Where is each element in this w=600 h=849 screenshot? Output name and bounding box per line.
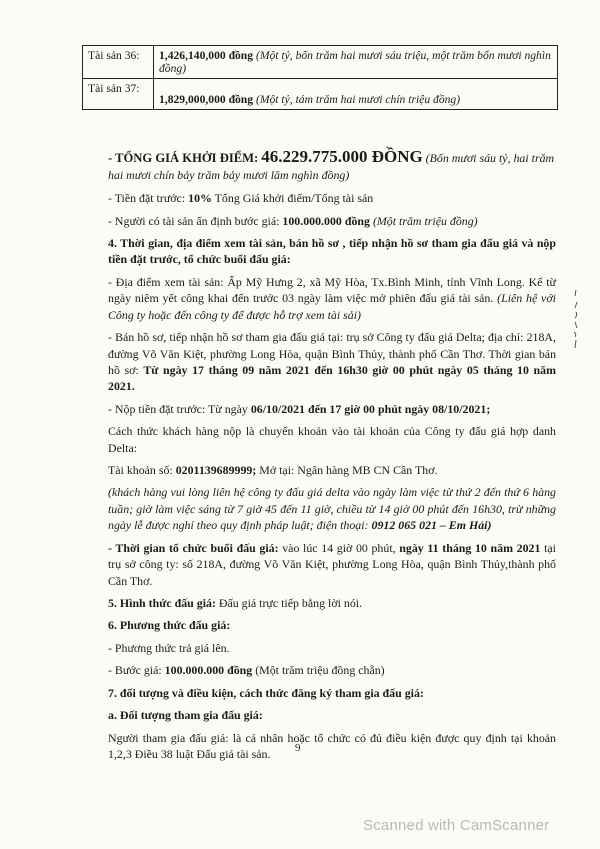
section-5-heading: 5. Hình thức đấu giá:: [108, 596, 216, 610]
dossier-sale-time: Từ ngày 17 tháng 09 năm 2021 đến 16h30 giờ 00 phút ngày 05 tháng 10 năm 2021.: [108, 362, 556, 394]
contact-phone: 0912 065 021 – Em Hải): [371, 518, 492, 533]
section-7-heading: 7. đối tượng và điều kiện, cách thức đăng ký tham gia đấu giá:: [108, 685, 424, 700]
total-amount: 46.229.775.000 ĐỒNG: [261, 147, 423, 166]
auction-time-hour: vào lúc 14 giờ 00 phút,: [282, 540, 396, 555]
bid-step-line: [108, 213, 556, 229]
section-5-text: Đấu giá trực tiếp bằng lời nói.: [218, 596, 363, 610]
bid-step-paragraph: [108, 662, 556, 678]
asset-amount: 1,426,140,000 đồng: [159, 49, 254, 62]
asset-label: Tài sản 36:: [83, 46, 154, 79]
page-number: 9: [295, 742, 301, 754]
deposit-rate-line: [108, 190, 556, 206]
section-6-heading: 6. Phương thức đấu giá:: [108, 618, 231, 633]
bid-step-note: (Một trăm triệu đồng): [372, 213, 478, 228]
view-location-text: - Địa điểm xem tài sản: Ấp Mỹ Hưng 2, xã Mỹ Hòa, Tx.Bình Minh, tỉnh Vĩnh Long. Kể từ ngày niêm yết công khai đến trước 03 ngày làm việc mở phiên đấu giá tài sản.: [108, 274, 556, 306]
asset-value-cell: [154, 46, 558, 79]
dossier-sale-time-prefix: Thời gian bán hồ sơ:: [108, 346, 557, 377]
view-location-paragraph: [108, 274, 556, 323]
step-value: 100.000.000 đồng: [164, 663, 253, 678]
auction-method-line: - Phương thức trả giá lên.: [108, 640, 230, 655]
asset-amount-words: (Một tỷ, bốn trăm hai mươi sáu triệu, một trăm bốn mươi nghìn đồng): [159, 49, 551, 75]
dossier-sale-place: - Bán hồ sơ, tiếp nhận hồ sơ tham gia đấu giá tại: trụ sở Công ty đấu giá Delta; địa chỉ: 218A, đường Võ Văn Kiệt, phường Long Hòa, quận Bình Thủy, thành phố Cần Thơ.: [108, 330, 556, 361]
deposit-rate-prefix: - Tiền đặt trước:: [108, 191, 186, 206]
total-label: - TỔNG GIÁ KHỞI ĐIỂM:: [108, 151, 259, 165]
dossier-sale-paragraph: [108, 329, 556, 395]
auction-time-paragraph: [108, 540, 556, 589]
deposit-rate-value: 10%: [188, 191, 212, 206]
total-amount-words: (Bốn mươi sáu tỷ, hai trăm hai mươi chín bảy trăm bảy mươi lăm nghìn đồng): [108, 151, 555, 183]
table-row: [83, 79, 558, 110]
contact-note-text: (khách hàng vui lòng liên hệ công ty đấu giá delta vào ngày làm việc từ thứ 2 đến thứ 6 hàng tuần; giờ làm việc sáng từ 7 giờ 45 đến 11 giờ, chiều từ 14 giờ 00 phút đến 16h30, trừ những ngày lễ được nghỉ theo quy định pháp luật; điện thoại:: [108, 485, 556, 533]
deposit-time-paragraph: [108, 401, 556, 417]
deposit-time-range: 06/10/2021 đến 17 giờ 00 phút ngày 08/10/2021;: [250, 401, 491, 416]
bank-account-paragraph: [108, 462, 556, 478]
account-number: 0201139689999;: [175, 463, 257, 478]
scanner-watermark: Scanned with CamScanner: [363, 817, 550, 834]
asset-price-table: [82, 45, 558, 110]
auction-time-place: tại trụ sở công ty: số 218A, đường Võ Văn Kiệt, phường Long Hòa, quận Bình Thủy,thành phố Cần Thơ.: [108, 540, 556, 588]
view-location-note: (Liên hệ với Công ty hoặc đến công ty để được hỗ trợ xem tài sải): [108, 291, 556, 322]
account-bank: Mở tại: Ngân hàng MB CN Cần Thơ.: [259, 463, 438, 478]
account-prefix: Tài khoản số:: [108, 463, 173, 478]
contact-note-paragraph: [108, 484, 556, 533]
payment-method-paragraph: Cách thức khách hàng nộp là chuyển khoản vào tài khoản của Công ty đấu giá hợp danh Delta:: [108, 424, 556, 455]
total-starting-price: [108, 146, 556, 184]
section-7a-heading: a. Đối tượng tham gia đấu giá:: [108, 708, 263, 723]
document-body: [108, 146, 556, 768]
asset-amount-words: (Một tỷ, tám trăm hai mươi chín triệu đồng): [255, 93, 461, 106]
auction-time-label: - Thời gian tổ chức buổi đấu giá:: [108, 540, 279, 555]
participants-paragraph: Người tham gia đấu giá: là cá nhân hoặc tổ chức có đủ điều kiện được quy định tại khoản 1,2,3 Điều 38 luật Đấu giá tài sản.: [108, 730, 556, 761]
asset-value-cell: [154, 79, 558, 110]
margin-pen-mark: [569, 288, 583, 350]
deposit-rate-suffix: Tổng Giá khởi điểm/Tổng tài sản: [214, 191, 374, 206]
deposit-time-prefix: - Nộp tiền đặt trước: Từ ngày: [108, 401, 248, 416]
table-row: [83, 46, 558, 79]
section-5-paragraph: [108, 595, 556, 611]
section-4-heading: 4. Thời gian, địa điểm xem tài sản, bán hồ sơ , tiếp nhận hồ sơ tham gia đấu giá và nộp tiền đặt trước, tổ chức buổi đấu giá:: [108, 235, 556, 267]
step-prefix: - Bước giá:: [108, 663, 162, 678]
bid-step-prefix: - Người có tài sản ấn định bước giá:: [108, 213, 280, 228]
asset-amount: 1,829,000,000 đồng: [159, 93, 254, 106]
step-note: (Một trăm triệu đồng chẵn): [255, 663, 385, 678]
auction-time-date: ngày 11 tháng 10 năm 2021: [399, 540, 541, 555]
bid-step-value: 100.000.000 đồng: [282, 213, 370, 228]
asset-label: Tài sản 37:: [83, 79, 154, 110]
